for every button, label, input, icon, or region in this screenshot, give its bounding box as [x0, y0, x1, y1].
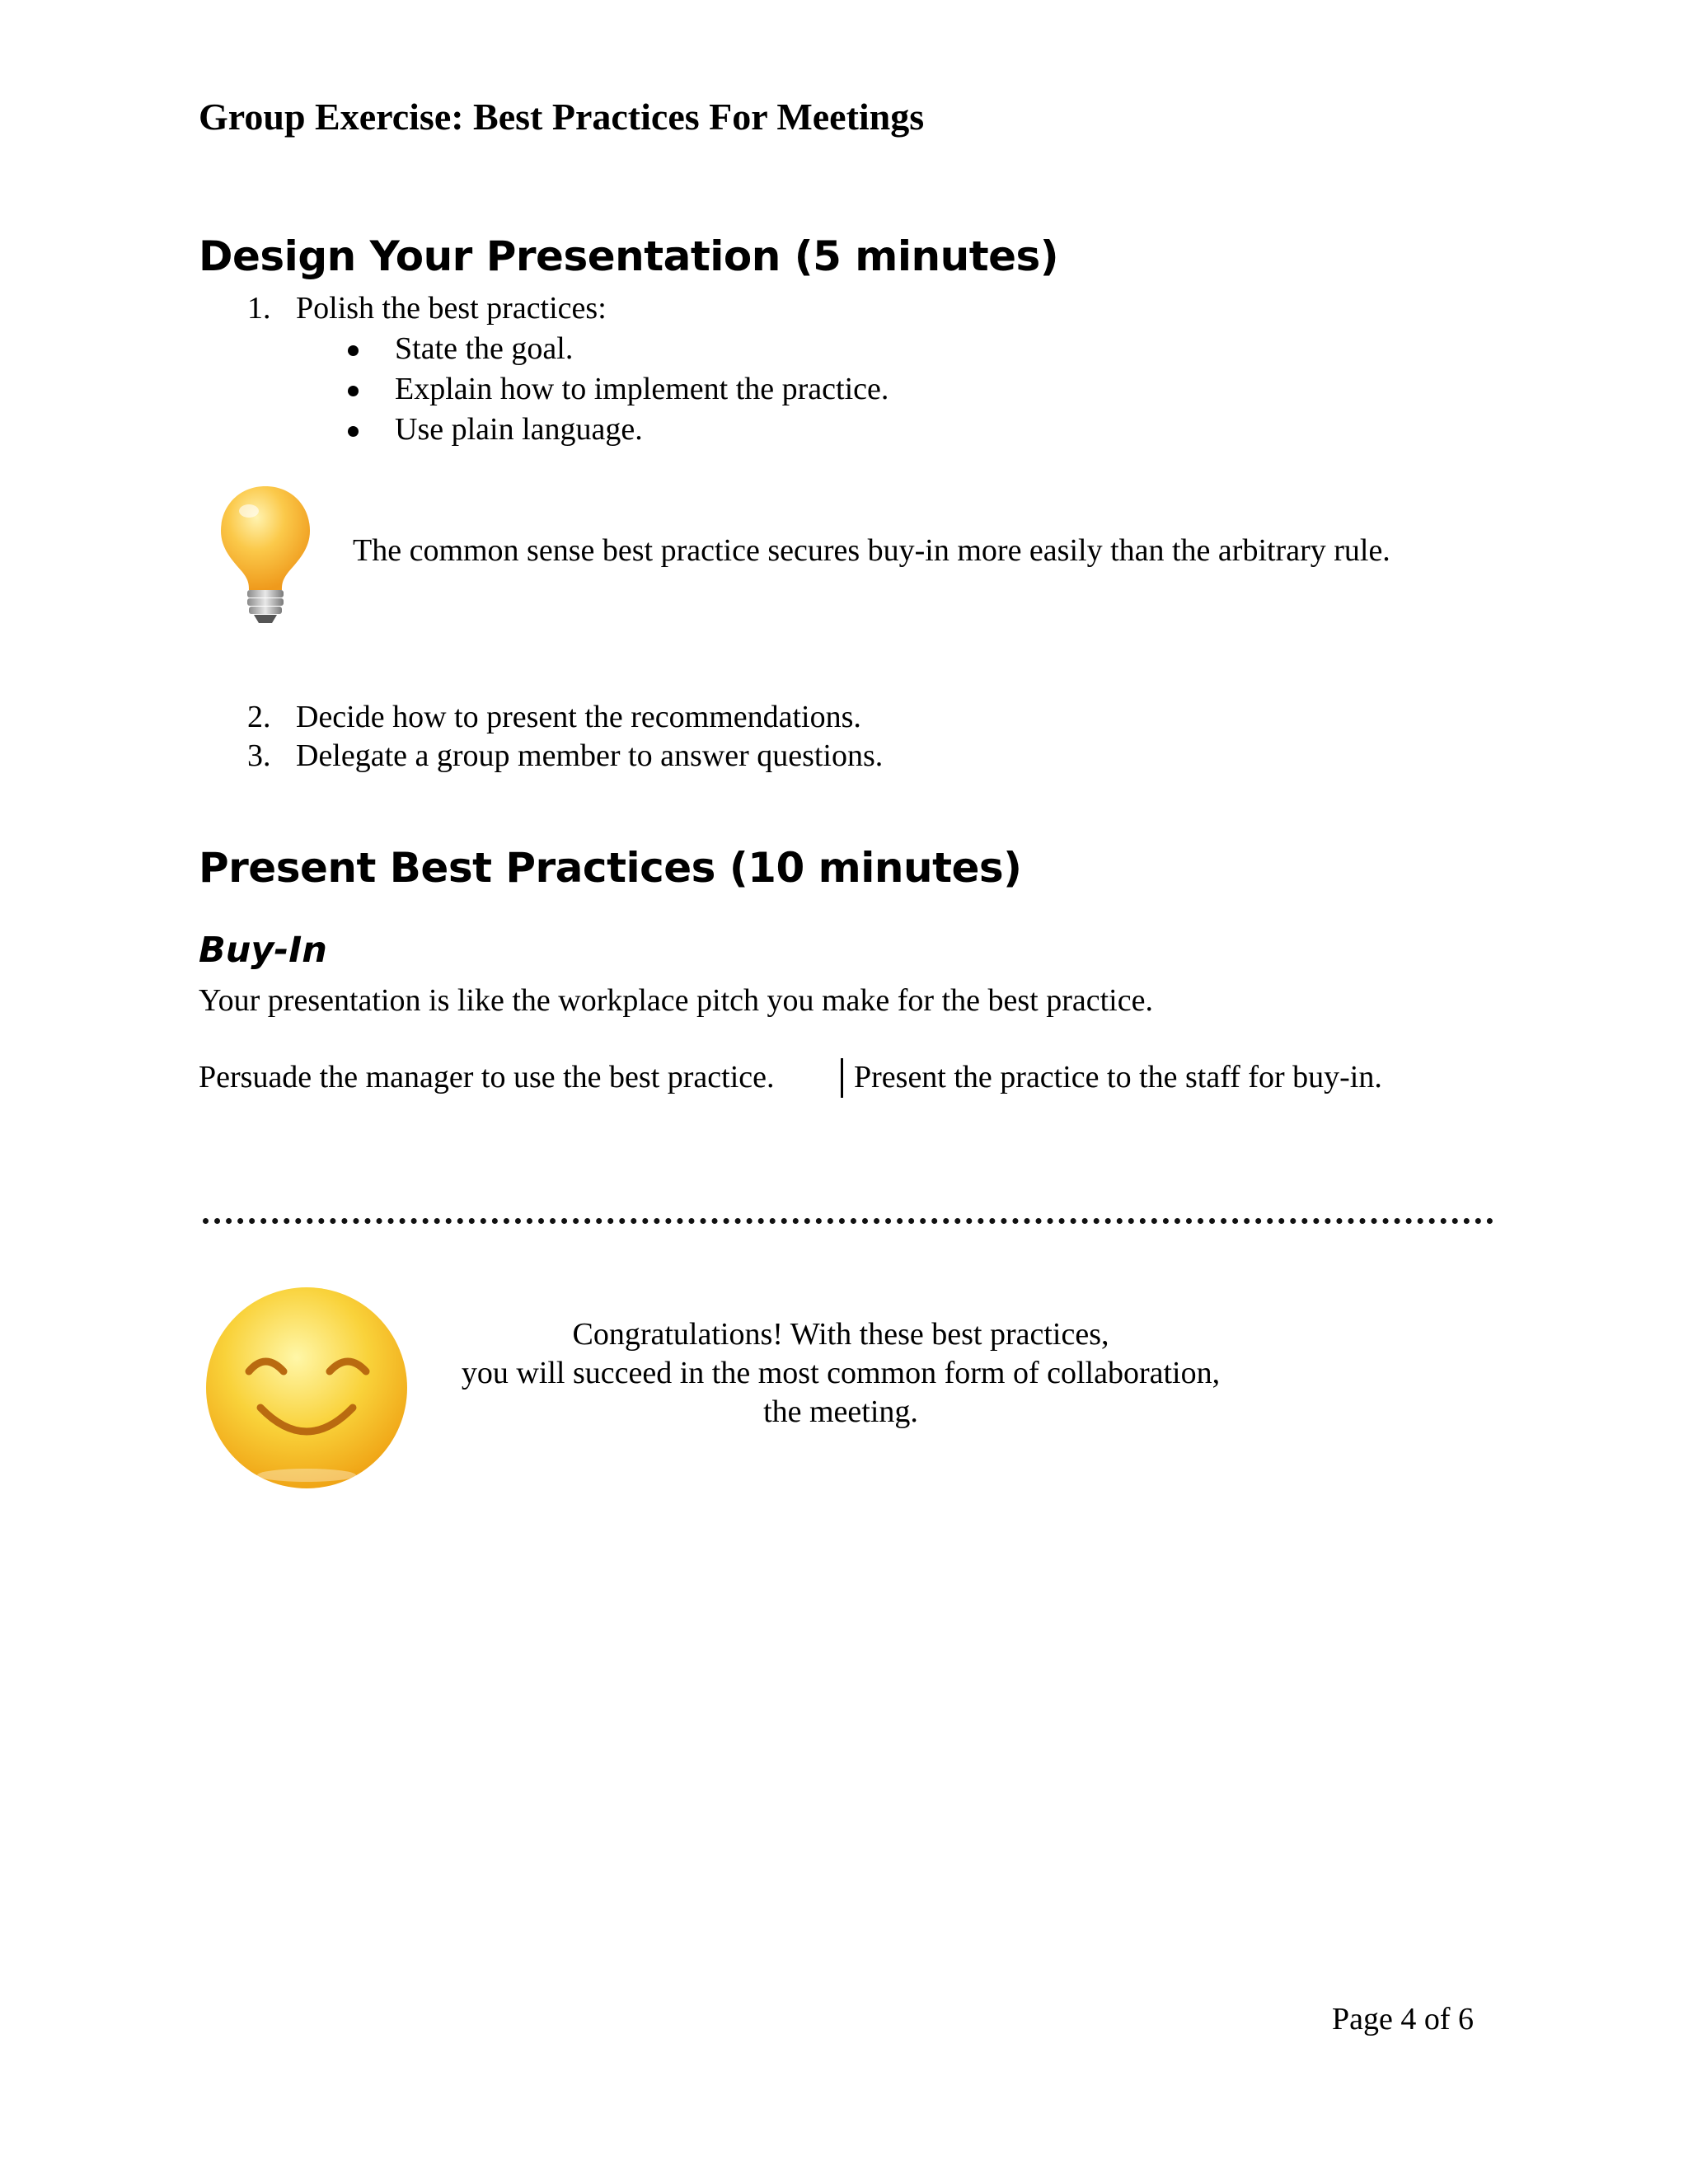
bullet-text: State the goal. — [395, 331, 574, 366]
step-text: Polish the best practices: — [296, 291, 607, 326]
bullet-text: Explain how to implement the practice. — [395, 372, 889, 406]
step-number: 2. — [247, 700, 271, 734]
congrats-line: you will succeed in the most common form of collaboration, — [461, 1356, 1221, 1390]
staff-text: Present the practice to the staff for buy-in. — [854, 1060, 1382, 1094]
step-text: Delegate a group member to answer questions. — [296, 738, 884, 773]
step-number: 1. — [247, 291, 271, 326]
bullet-icon — [348, 345, 359, 356]
congrats-line: the meeting. — [763, 1394, 918, 1429]
smiley-face-icon — [203, 1284, 410, 1492]
manager-text: Persuade the manager to use the best practice. — [199, 1060, 775, 1094]
lightbulb-icon — [216, 483, 315, 625]
bullet-icon — [348, 426, 359, 437]
dotted-divider — [203, 1218, 1493, 1224]
step-text: Decide how to present the recommendations. — [296, 700, 861, 734]
page-number: Page 4 of 6 — [1332, 2002, 1475, 2036]
congratulations-message — [429, 1315, 1253, 1432]
intro-text: Your presentation is like the workplace pitch you make for the best practice. — [199, 983, 1153, 1018]
section-heading-present: Present Best Practices (10 minutes) — [199, 844, 1022, 892]
bullet-text: Use plain language. — [395, 412, 643, 447]
bullet-icon — [348, 386, 359, 396]
step-number: 3. — [247, 738, 271, 773]
congrats-line: Congratulations! With these best practices, — [572, 1317, 1109, 1352]
column-divider — [841, 1058, 843, 1098]
subsection-heading-buy-in: Buy-In — [199, 930, 327, 971]
tip-text: The common sense best practice secures buy-in more easily than the arbitrary rule. — [353, 533, 1390, 568]
section-heading-design: Design Your Presentation (5 minutes) — [199, 232, 1059, 280]
document-title: Group Exercise: Best Practices For Meetings — [199, 96, 925, 138]
